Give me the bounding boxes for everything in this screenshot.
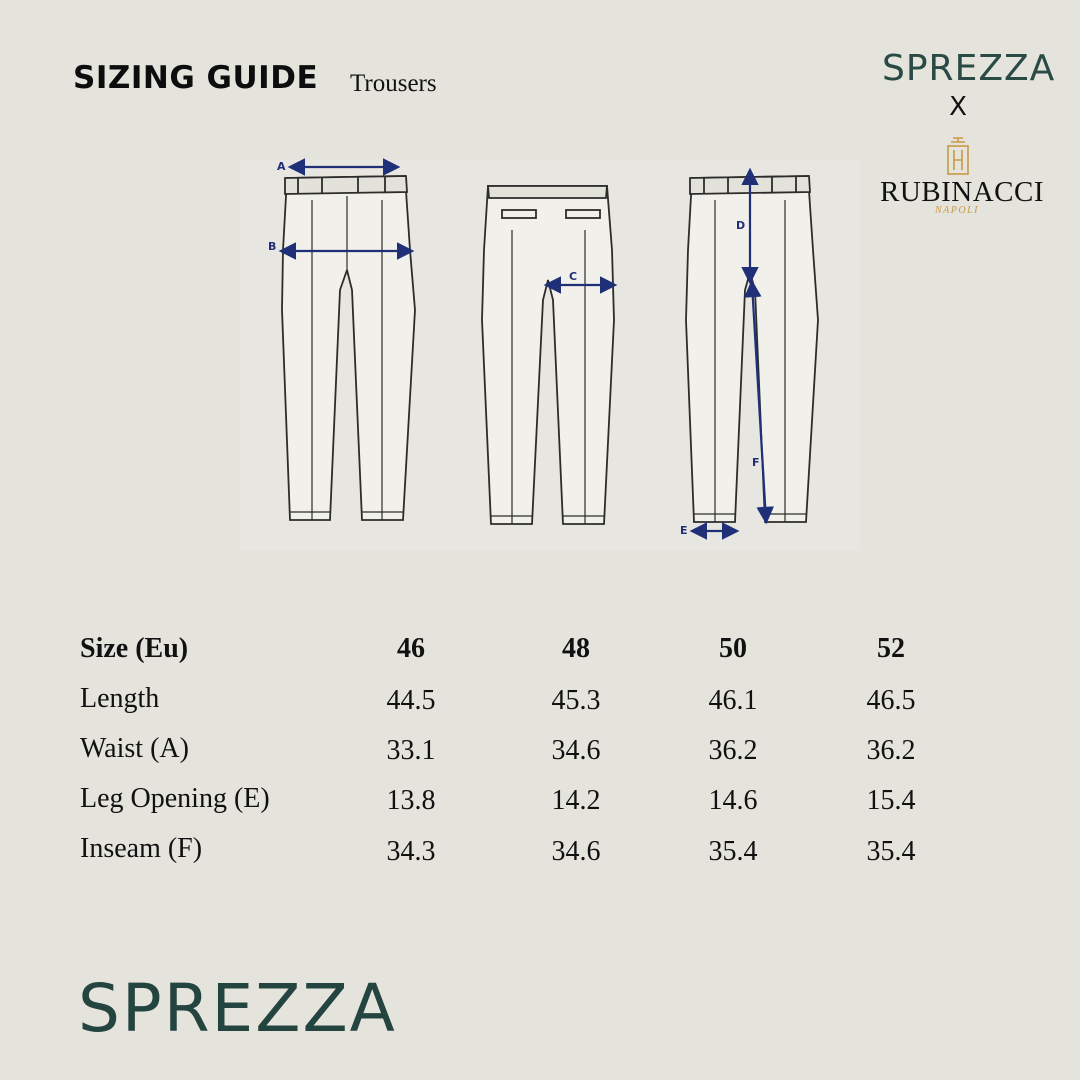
table-row-label: Waist (A)	[80, 733, 189, 764]
table-cell: 13.8	[386, 785, 436, 816]
table-cell: 36.2	[866, 735, 916, 766]
label-d: D	[736, 219, 746, 232]
table-cell: 15.4	[866, 785, 916, 816]
table-cell: 46.1	[708, 685, 758, 716]
label-e: E	[680, 524, 688, 537]
table-row-label: Leg Opening (E)	[80, 783, 270, 814]
sprezza-logo-footer: SPREZZA	[78, 970, 397, 1047]
table-cell: 36.2	[708, 735, 758, 766]
sprezza-logo-top: SPREZZA	[882, 48, 1056, 89]
label-c: C	[569, 270, 578, 283]
table-header-size: 46	[397, 633, 425, 664]
table-header-size: 48	[562, 633, 590, 664]
label-f: F	[752, 456, 760, 469]
rubinacci-wordmark: RUBINACCI	[880, 176, 1045, 208]
collab-x: X	[949, 92, 967, 122]
table-cell: 46.5	[866, 685, 916, 716]
table-header-label: Size (Eu)	[80, 633, 189, 664]
table-cell: 45.3	[551, 685, 601, 716]
table-row-label: Inseam (F)	[80, 833, 203, 864]
table-cell: 35.4	[708, 836, 758, 867]
table-cell: 34.3	[386, 836, 436, 867]
table-cell: 14.6	[708, 785, 758, 816]
table-header-size: 52	[877, 633, 905, 664]
table-cell: 44.5	[386, 685, 436, 716]
table-row-label: Length	[80, 683, 160, 714]
table-cell: 14.2	[551, 785, 601, 816]
label-a: A	[277, 160, 286, 173]
page-subtitle: Trousers	[350, 70, 437, 97]
table-cell: 35.4	[866, 836, 916, 867]
table-cell: 34.6	[551, 735, 601, 766]
table-cell: 33.1	[386, 735, 436, 766]
table-cell: 34.6	[551, 836, 601, 867]
rubinacci-subtitle: NAPOLI	[935, 205, 979, 216]
page-title: SIZING GUIDE	[73, 60, 319, 96]
label-b: B	[268, 240, 277, 253]
table-header-size: 50	[719, 633, 747, 664]
